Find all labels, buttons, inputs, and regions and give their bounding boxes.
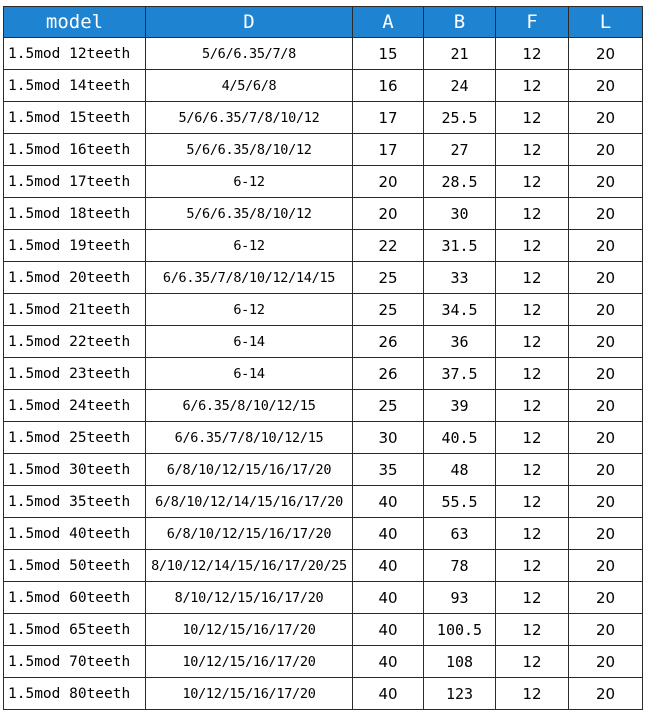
table-row: [4, 102, 643, 134]
f-cell: 12: [496, 582, 569, 614]
table-row: [4, 486, 643, 518]
a-cell: 30: [353, 422, 424, 454]
a-cell: 25: [353, 262, 424, 294]
a-cell: 40: [353, 678, 424, 710]
d-cell: 10/12/15/16/17/20: [146, 678, 353, 710]
table-row: [4, 678, 643, 710]
l-cell: 20: [569, 294, 643, 326]
b-cell: 39: [424, 390, 496, 422]
model-cell: 1.5mod 23teeth: [4, 358, 146, 390]
model-cell: 1.5mod 65teeth: [4, 614, 146, 646]
a-cell: 20: [353, 198, 424, 230]
table-row: [4, 422, 643, 454]
b-cell: 78: [424, 550, 496, 582]
b-cell: 21: [424, 38, 496, 70]
l-cell: 20: [569, 486, 643, 518]
table-row: [4, 358, 643, 390]
b-cell: 55.5: [424, 486, 496, 518]
b-cell: 28.5: [424, 166, 496, 198]
b-cell: 63: [424, 518, 496, 550]
l-cell: 20: [569, 230, 643, 262]
f-cell: 12: [496, 102, 569, 134]
f-cell: 12: [496, 358, 569, 390]
d-cell: 8/10/12/14/15/16/17/20/25: [146, 550, 353, 582]
a-cell: 40: [353, 518, 424, 550]
d-cell: 6/8/10/12/15/16/17/20: [146, 454, 353, 486]
d-cell: 5/6/6.35/7/8: [146, 38, 353, 70]
model-cell: 1.5mod 12teeth: [4, 38, 146, 70]
b-cell: 27: [424, 134, 496, 166]
d-cell: 8/10/12/15/16/17/20: [146, 582, 353, 614]
table-row: [4, 166, 643, 198]
f-cell: 12: [496, 230, 569, 262]
column-header-l: L: [569, 7, 643, 38]
l-cell: 20: [569, 678, 643, 710]
a-cell: 35: [353, 454, 424, 486]
model-cell: 1.5mod 30teeth: [4, 454, 146, 486]
f-cell: 12: [496, 198, 569, 230]
l-cell: 20: [569, 358, 643, 390]
l-cell: 20: [569, 582, 643, 614]
table-row: [4, 198, 643, 230]
b-cell: 48: [424, 454, 496, 486]
table-row: [4, 550, 643, 582]
model-cell: 1.5mod 24teeth: [4, 390, 146, 422]
f-cell: 12: [496, 454, 569, 486]
table-row: [4, 518, 643, 550]
model-cell: 1.5mod 40teeth: [4, 518, 146, 550]
f-cell: 12: [496, 262, 569, 294]
f-cell: 12: [496, 486, 569, 518]
a-cell: 40: [353, 646, 424, 678]
d-cell: 6/8/10/12/15/16/17/20: [146, 518, 353, 550]
l-cell: 20: [569, 102, 643, 134]
b-cell: 40.5: [424, 422, 496, 454]
l-cell: 20: [569, 134, 643, 166]
table-row: [4, 70, 643, 102]
d-cell: 6/6.35/8/10/12/15: [146, 390, 353, 422]
table-row: [4, 646, 643, 678]
a-cell: 20: [353, 166, 424, 198]
l-cell: 20: [569, 422, 643, 454]
a-cell: 17: [353, 102, 424, 134]
column-header-a: A: [353, 7, 424, 38]
column-header-model: model: [4, 7, 146, 38]
table-row: [4, 390, 643, 422]
d-cell: 6/8/10/12/14/15/16/17/20: [146, 486, 353, 518]
model-cell: 1.5mod 18teeth: [4, 198, 146, 230]
b-cell: 100.5: [424, 614, 496, 646]
l-cell: 20: [569, 262, 643, 294]
l-cell: 20: [569, 166, 643, 198]
a-cell: 16: [353, 70, 424, 102]
a-cell: 26: [353, 326, 424, 358]
b-cell: 30: [424, 198, 496, 230]
a-cell: 40: [353, 486, 424, 518]
model-cell: 1.5mod 50teeth: [4, 550, 146, 582]
table-header: [4, 7, 643, 38]
l-cell: 20: [569, 646, 643, 678]
d-cell: 6-12: [146, 294, 353, 326]
f-cell: 12: [496, 70, 569, 102]
model-cell: 1.5mod 20teeth: [4, 262, 146, 294]
f-cell: 12: [496, 422, 569, 454]
table-row: [4, 294, 643, 326]
f-cell: 12: [496, 38, 569, 70]
table-row: [4, 582, 643, 614]
d-cell: 6-14: [146, 358, 353, 390]
d-cell: 5/6/6.35/8/10/12: [146, 134, 353, 166]
d-cell: 5/6/6.35/7/8/10/12: [146, 102, 353, 134]
f-cell: 12: [496, 294, 569, 326]
a-cell: 40: [353, 614, 424, 646]
a-cell: 15: [353, 38, 424, 70]
table-row: [4, 134, 643, 166]
model-cell: 1.5mod 25teeth: [4, 422, 146, 454]
model-cell: 1.5mod 80teeth: [4, 678, 146, 710]
l-cell: 20: [569, 390, 643, 422]
f-cell: 12: [496, 518, 569, 550]
table-row: [4, 454, 643, 486]
a-cell: 40: [353, 582, 424, 614]
b-cell: 31.5: [424, 230, 496, 262]
b-cell: 25.5: [424, 102, 496, 134]
d-cell: 6/6.35/7/8/10/12/14/15: [146, 262, 353, 294]
l-cell: 20: [569, 518, 643, 550]
d-cell: 6-12: [146, 166, 353, 198]
b-cell: 33: [424, 262, 496, 294]
f-cell: 12: [496, 550, 569, 582]
gear-spec-table: [3, 6, 643, 710]
table-body: [4, 38, 643, 710]
l-cell: 20: [569, 614, 643, 646]
header-row: [4, 7, 643, 38]
f-cell: 12: [496, 326, 569, 358]
l-cell: 20: [569, 38, 643, 70]
f-cell: 12: [496, 678, 569, 710]
f-cell: 12: [496, 166, 569, 198]
d-cell: 6-12: [146, 230, 353, 262]
table-row: [4, 262, 643, 294]
b-cell: 34.5: [424, 294, 496, 326]
a-cell: 25: [353, 390, 424, 422]
b-cell: 108: [424, 646, 496, 678]
l-cell: 20: [569, 70, 643, 102]
a-cell: 17: [353, 134, 424, 166]
column-header-d: D: [146, 7, 353, 38]
l-cell: 20: [569, 326, 643, 358]
table-row: [4, 230, 643, 262]
a-cell: 40: [353, 550, 424, 582]
d-cell: 6/6.35/7/8/10/12/15: [146, 422, 353, 454]
b-cell: 36: [424, 326, 496, 358]
a-cell: 25: [353, 294, 424, 326]
d-cell: 5/6/6.35/8/10/12: [146, 198, 353, 230]
a-cell: 22: [353, 230, 424, 262]
model-cell: 1.5mod 16teeth: [4, 134, 146, 166]
b-cell: 123: [424, 678, 496, 710]
model-cell: 1.5mod 19teeth: [4, 230, 146, 262]
table-row: [4, 38, 643, 70]
model-cell: 1.5mod 70teeth: [4, 646, 146, 678]
b-cell: 93: [424, 582, 496, 614]
model-cell: 1.5mod 22teeth: [4, 326, 146, 358]
f-cell: 12: [496, 134, 569, 166]
model-cell: 1.5mod 21teeth: [4, 294, 146, 326]
f-cell: 12: [496, 390, 569, 422]
a-cell: 26: [353, 358, 424, 390]
column-header-b: B: [424, 7, 496, 38]
model-cell: 1.5mod 14teeth: [4, 70, 146, 102]
l-cell: 20: [569, 550, 643, 582]
d-cell: 10/12/15/16/17/20: [146, 646, 353, 678]
d-cell: 6-14: [146, 326, 353, 358]
column-header-f: F: [496, 7, 569, 38]
d-cell: 4/5/6/8: [146, 70, 353, 102]
d-cell: 10/12/15/16/17/20: [146, 614, 353, 646]
f-cell: 12: [496, 614, 569, 646]
l-cell: 20: [569, 454, 643, 486]
table-row: [4, 326, 643, 358]
l-cell: 20: [569, 198, 643, 230]
b-cell: 37.5: [424, 358, 496, 390]
model-cell: 1.5mod 17teeth: [4, 166, 146, 198]
f-cell: 12: [496, 646, 569, 678]
b-cell: 24: [424, 70, 496, 102]
model-cell: 1.5mod 15teeth: [4, 102, 146, 134]
model-cell: 1.5mod 60teeth: [4, 582, 146, 614]
model-cell: 1.5mod 35teeth: [4, 486, 146, 518]
table-row: [4, 614, 643, 646]
